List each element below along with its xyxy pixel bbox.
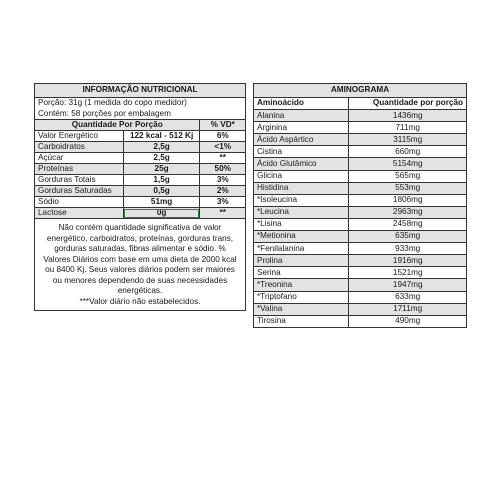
amino-qty: 553mg	[349, 182, 467, 194]
amino-row	[254, 170, 467, 182]
nutrient-name: Açúcar	[35, 153, 124, 164]
amino-name: *Valina	[254, 303, 349, 315]
amino-qty: 633mg	[349, 291, 467, 303]
amino-name: Prolina	[254, 255, 349, 267]
amino-row	[254, 158, 467, 170]
nutrition-row	[35, 208, 246, 219]
amino-name: Ácido Glutâmico	[254, 158, 349, 170]
nutrient-name: Carboidratos	[35, 142, 124, 153]
amino-name: Serina	[254, 267, 349, 279]
nutrient-vd: <1%	[200, 142, 246, 153]
aminogram-header-row	[254, 98, 467, 110]
amino-qty: 490mg	[349, 315, 467, 327]
amino-name: *Isoleucina	[254, 194, 349, 206]
amino-qty: 3115mg	[349, 134, 467, 146]
footnotes-row	[35, 219, 246, 311]
amino-qty: 1521mg	[349, 267, 467, 279]
amino-row	[254, 267, 467, 279]
amino-name: Arginina	[254, 122, 349, 134]
amino-qty-header: Quantidade por porção	[349, 98, 467, 110]
nutrition-row	[35, 142, 246, 153]
amino-qty: 5154mg	[349, 158, 467, 170]
nutrient-name: Gorduras Saturadas	[35, 186, 124, 197]
amino-qty: 635mg	[349, 231, 467, 243]
nutrient-value: 1,5g	[123, 175, 200, 186]
nutrition-row	[35, 186, 246, 197]
nutrition-row	[35, 175, 246, 186]
amino-qty: 2458mg	[349, 218, 467, 230]
nutrient-name: Gorduras Totais	[35, 175, 124, 186]
nutrient-name: Lactose	[35, 208, 124, 219]
amino-name: Histidina	[254, 182, 349, 194]
amino-qty: 660mg	[349, 146, 467, 158]
amino-row	[254, 243, 467, 255]
amino-row	[254, 206, 467, 218]
amino-row	[254, 315, 467, 327]
amino-name: *Treonina	[254, 279, 349, 291]
amino-qty: 1711mg	[349, 303, 467, 315]
amino-name-header: Aminoácido	[254, 98, 349, 110]
nutrient-value: 122 kcal - 512 Kj	[123, 131, 200, 142]
nutrition-row	[35, 131, 246, 142]
nutrient-name: Proteínas	[35, 164, 124, 175]
nutrient-value: 51mg	[123, 197, 200, 208]
nutrient-value: 25g	[123, 164, 200, 175]
nutrient-name: Sódio	[35, 197, 124, 208]
nutrient-value: 0g	[123, 208, 200, 219]
amino-name: *Metionina	[254, 231, 349, 243]
amino-name: Cistina	[254, 146, 349, 158]
nutrition-row	[35, 153, 246, 164]
nutrition-title: INFORMAÇÃO NUTRICIONAL	[35, 84, 246, 98]
footnote-text: Não contém quantidade significativa de valor energético, carboidratos, proteínas, gorduras trans, gorduras saturadas, fibras alimentar e sódio. % Valores Diários com base em uma dieta de 2000 kcal ou 8400 Kj. Seus valores diários podem ser maiores ou menores dependendo de suas necessidades energéticas.	[43, 223, 237, 295]
amino-qty: 711mg	[349, 122, 467, 134]
nutrient-vd: 6%	[200, 131, 246, 142]
amino-qty: 1947mg	[349, 279, 467, 291]
nutrition-row	[35, 164, 246, 175]
nutrient-vd: 2%	[200, 186, 246, 197]
amino-name: Alanina	[254, 110, 349, 122]
amino-qty: 1436mg	[349, 110, 467, 122]
amino-row	[254, 182, 467, 194]
amino-name: Tirosina	[254, 315, 349, 327]
nutrient-value: 2,5g	[123, 142, 200, 153]
contents-text: Contém: 58 porções por embalagem	[35, 109, 246, 120]
nutrient-vd: **	[200, 153, 246, 164]
footnotes	[35, 219, 246, 311]
nutrient-vd: 3%	[200, 197, 246, 208]
amino-row	[254, 110, 467, 122]
nutrition-row	[35, 197, 246, 208]
amino-name: *Fenilalanina	[254, 243, 349, 255]
portion-text: Porção: 31g (1 medida do copo medidor)	[35, 98, 246, 109]
amino-row	[254, 134, 467, 146]
amino-row	[254, 122, 467, 134]
amino-row	[254, 194, 467, 206]
aminogram-table	[253, 83, 467, 328]
nutrition-header-row	[35, 120, 246, 131]
footnote-text: ***Valor diário não estabelecidos.	[79, 296, 201, 306]
aminogram-title: AMINOGRAMA	[254, 84, 467, 98]
amino-qty: 1916mg	[349, 255, 467, 267]
nutrient-value: 2,5g	[123, 153, 200, 164]
amino-row	[254, 303, 467, 315]
amino-qty: 2963mg	[349, 206, 467, 218]
nutrient-vd: 50%	[200, 164, 246, 175]
amino-row	[254, 231, 467, 243]
amino-row	[254, 279, 467, 291]
amino-row	[254, 291, 467, 303]
nutrient-name: Valor Energético	[35, 131, 124, 142]
amino-qty: 933mg	[349, 243, 467, 255]
nutrient-vd: 3%	[200, 175, 246, 186]
amino-row	[254, 255, 467, 267]
amino-name: Glicina	[254, 170, 349, 182]
nutrition-facts-table	[34, 83, 246, 311]
nutrient-value: 0,5g	[123, 186, 200, 197]
amino-qty: 565mg	[349, 170, 467, 182]
amino-name: *Leucina	[254, 206, 349, 218]
nutrient-vd: **	[200, 208, 246, 219]
amino-name: *Lisina	[254, 218, 349, 230]
amino-name: Ácido Aspártico	[254, 134, 349, 146]
amino-row	[254, 218, 467, 230]
amino-qty: 1806mg	[349, 194, 467, 206]
amino-name: *Triptofano	[254, 291, 349, 303]
quantity-header: Quantidade Por Porção	[35, 120, 200, 131]
amino-row	[254, 146, 467, 158]
vd-header: % VD*	[200, 120, 246, 131]
